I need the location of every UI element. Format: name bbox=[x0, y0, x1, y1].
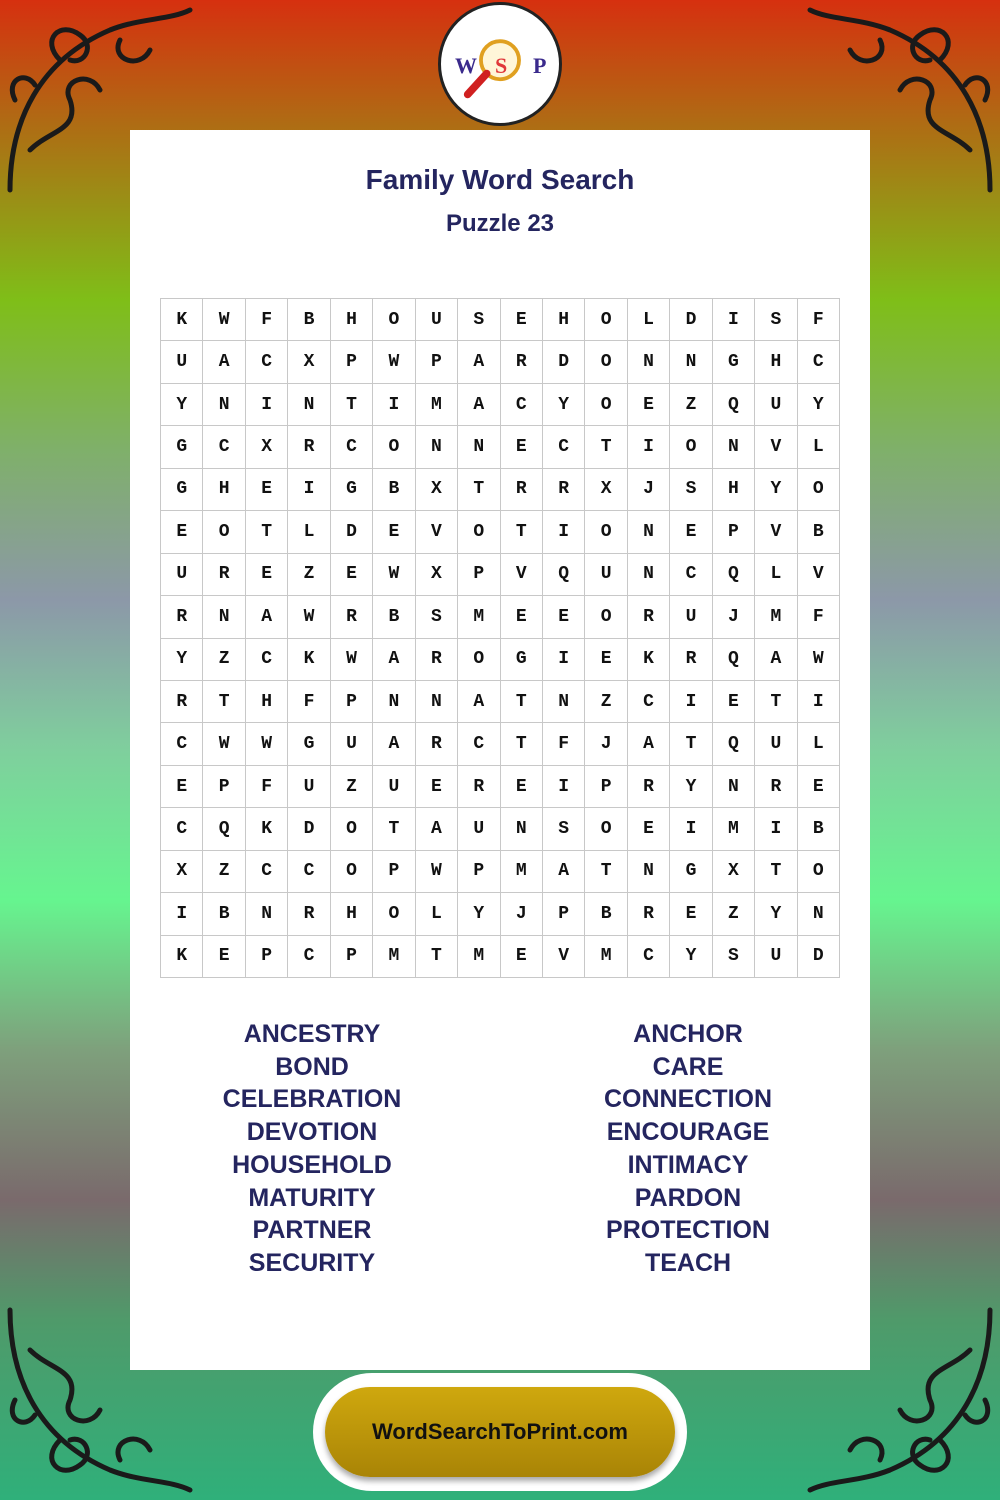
grid-cell[interactable]: P bbox=[458, 554, 500, 596]
grid-cell[interactable]: W bbox=[331, 639, 373, 681]
grid-cell[interactable]: N bbox=[713, 766, 755, 808]
grid-cell[interactable]: U bbox=[416, 299, 458, 341]
grid-cell[interactable]: W bbox=[798, 639, 840, 681]
grid-cell[interactable]: T bbox=[246, 511, 288, 553]
grid-cell[interactable]: M bbox=[373, 936, 415, 978]
grid-cell[interactable]: N bbox=[798, 893, 840, 935]
letter-grid bbox=[160, 298, 840, 978]
grid-cell[interactable]: R bbox=[458, 766, 500, 808]
grid-cell[interactable]: E bbox=[416, 766, 458, 808]
grid-cell[interactable]: B bbox=[798, 511, 840, 553]
grid-cell[interactable]: Q bbox=[713, 554, 755, 596]
grid-cell[interactable]: C bbox=[161, 723, 203, 765]
grid-cell[interactable]: E bbox=[501, 426, 543, 468]
grid-cell[interactable]: D bbox=[670, 299, 712, 341]
grid-cell[interactable]: I bbox=[713, 299, 755, 341]
grid-cell[interactable]: E bbox=[501, 766, 543, 808]
grid-cell[interactable]: O bbox=[458, 639, 500, 681]
grid-cell[interactable]: N bbox=[246, 893, 288, 935]
grid-cell[interactable]: V bbox=[755, 511, 797, 553]
grid-cell[interactable]: K bbox=[628, 639, 670, 681]
grid-cell[interactable]: K bbox=[288, 639, 330, 681]
grid-cell[interactable]: I bbox=[161, 893, 203, 935]
grid-cell[interactable]: T bbox=[458, 469, 500, 511]
grid-cell[interactable]: W bbox=[246, 723, 288, 765]
grid-cell[interactable]: T bbox=[373, 808, 415, 850]
grid-cell[interactable]: N bbox=[416, 426, 458, 468]
grid-cell[interactable]: N bbox=[203, 384, 245, 426]
grid-cell[interactable]: N bbox=[373, 681, 415, 723]
grid-cell[interactable]: E bbox=[585, 639, 627, 681]
grid-cell[interactable]: Z bbox=[670, 384, 712, 426]
grid-cell[interactable]: O bbox=[798, 851, 840, 893]
word-list-item: ANCESTRY bbox=[243, 1020, 381, 1048]
grid-cell[interactable]: S bbox=[416, 596, 458, 638]
grid-cell[interactable]: O bbox=[331, 851, 373, 893]
grid-cell[interactable]: B bbox=[798, 808, 840, 850]
grid-cell[interactable]: S bbox=[755, 299, 797, 341]
grid-cell[interactable]: S bbox=[670, 469, 712, 511]
word-list-left bbox=[162, 1018, 462, 1280]
word-list-item: INTIMACY bbox=[627, 1150, 749, 1179]
grid-cell[interactable]: Q bbox=[713, 639, 755, 681]
grid-cell[interactable]: Z bbox=[331, 766, 373, 808]
grid-cell[interactable]: R bbox=[755, 766, 797, 808]
grid-cell[interactable]: E bbox=[246, 554, 288, 596]
grid-cell[interactable]: M bbox=[458, 936, 500, 978]
grid-cell[interactable]: O bbox=[798, 469, 840, 511]
word-list-item: PARTNER bbox=[252, 1216, 372, 1245]
grid-cell[interactable]: B bbox=[203, 893, 245, 935]
grid-cell[interactable]: C bbox=[543, 426, 585, 468]
grid-cell[interactable]: N bbox=[543, 681, 585, 723]
grid-cell[interactable]: A bbox=[628, 723, 670, 765]
grid-cell[interactable]: O bbox=[585, 596, 627, 638]
grid-cell[interactable]: P bbox=[203, 766, 245, 808]
grid-cell[interactable]: E bbox=[628, 384, 670, 426]
grid-cell[interactable]: O bbox=[585, 511, 627, 553]
grid-cell[interactable]: H bbox=[246, 681, 288, 723]
grid-cell[interactable]: H bbox=[331, 299, 373, 341]
word-list-item: CELEBRATION bbox=[222, 1085, 402, 1114]
grid-cell[interactable]: N bbox=[458, 426, 500, 468]
grid-cell[interactable]: P bbox=[458, 851, 500, 893]
grid-cell[interactable]: G bbox=[713, 341, 755, 383]
grid-cell[interactable]: L bbox=[288, 511, 330, 553]
grid-cell[interactable]: M bbox=[713, 808, 755, 850]
grid-cell[interactable]: W bbox=[288, 596, 330, 638]
grid-cell[interactable]: R bbox=[331, 596, 373, 638]
grid-cell[interactable]: O bbox=[585, 384, 627, 426]
grid-cell[interactable]: R bbox=[670, 639, 712, 681]
website-link-button[interactable]: WordSearchToPrint.com bbox=[325, 1387, 675, 1477]
grid-cell[interactable]: E bbox=[628, 808, 670, 850]
grid-cell[interactable]: I bbox=[543, 639, 585, 681]
grid-cell[interactable]: E bbox=[203, 936, 245, 978]
grid-cell[interactable]: E bbox=[373, 511, 415, 553]
grid-cell[interactable]: J bbox=[501, 893, 543, 935]
grid-cell[interactable]: I bbox=[670, 681, 712, 723]
grid-cell[interactable]: M bbox=[501, 851, 543, 893]
grid-cell[interactable]: A bbox=[373, 723, 415, 765]
grid-cell[interactable]: T bbox=[203, 681, 245, 723]
grid-cell[interactable]: N bbox=[628, 511, 670, 553]
grid-cell[interactable]: C bbox=[628, 936, 670, 978]
grid-cell[interactable]: U bbox=[670, 596, 712, 638]
grid-cell[interactable]: C bbox=[670, 554, 712, 596]
grid-cell[interactable]: O bbox=[458, 511, 500, 553]
grid-cell[interactable]: N bbox=[628, 341, 670, 383]
grid-cell[interactable]: J bbox=[628, 469, 670, 511]
grid-cell[interactable]: E bbox=[670, 511, 712, 553]
grid-cell[interactable]: A bbox=[246, 596, 288, 638]
logo-letter-s: S bbox=[495, 53, 508, 78]
grid-cell[interactable]: I bbox=[288, 469, 330, 511]
grid-cell[interactable]: M bbox=[416, 384, 458, 426]
grid-cell[interactable]: X bbox=[161, 851, 203, 893]
grid-cell[interactable]: A bbox=[203, 341, 245, 383]
grid-cell[interactable]: Q bbox=[713, 384, 755, 426]
grid-cell[interactable]: P bbox=[373, 851, 415, 893]
grid-cell[interactable]: Z bbox=[288, 554, 330, 596]
grid-cell[interactable]: I bbox=[670, 808, 712, 850]
grid-cell[interactable]: G bbox=[288, 723, 330, 765]
grid-cell[interactable]: D bbox=[543, 341, 585, 383]
grid-cell[interactable]: R bbox=[628, 893, 670, 935]
grid-cell[interactable]: G bbox=[501, 639, 543, 681]
word-list-item: ANCHOR bbox=[633, 1020, 743, 1048]
grid-cell[interactable]: Y bbox=[755, 469, 797, 511]
grid-cell[interactable]: I bbox=[798, 681, 840, 723]
grid-cell[interactable]: L bbox=[628, 299, 670, 341]
grid-cell[interactable]: N bbox=[501, 808, 543, 850]
grid-cell[interactable]: R bbox=[161, 596, 203, 638]
grid-cell[interactable]: R bbox=[628, 766, 670, 808]
word-list-item: CARE bbox=[652, 1052, 724, 1081]
grid-cell[interactable]: V bbox=[501, 554, 543, 596]
grid-cell[interactable]: U bbox=[585, 554, 627, 596]
logo-letter-p: P bbox=[533, 53, 547, 78]
grid-cell[interactable]: B bbox=[288, 299, 330, 341]
grid-cell[interactable]: E bbox=[331, 554, 373, 596]
grid-cell[interactable]: C bbox=[331, 426, 373, 468]
grid-cell[interactable]: E bbox=[543, 596, 585, 638]
grid-cell[interactable]: X bbox=[585, 469, 627, 511]
grid-cell[interactable]: P bbox=[331, 341, 373, 383]
grid-cell[interactable]: E bbox=[161, 511, 203, 553]
grid-cell[interactable]: U bbox=[331, 723, 373, 765]
grid-cell[interactable]: B bbox=[585, 893, 627, 935]
grid-cell[interactable]: G bbox=[161, 469, 203, 511]
grid-cell[interactable]: N bbox=[288, 384, 330, 426]
grid-cell[interactable]: N bbox=[203, 596, 245, 638]
grid-cell[interactable]: O bbox=[585, 299, 627, 341]
grid-cell[interactable]: O bbox=[585, 341, 627, 383]
grid-cell[interactable]: E bbox=[670, 893, 712, 935]
grid-cell[interactable]: H bbox=[331, 893, 373, 935]
grid-cell[interactable]: H bbox=[543, 299, 585, 341]
grid-cell[interactable]: N bbox=[670, 341, 712, 383]
grid-cell[interactable]: W bbox=[203, 299, 245, 341]
page-title: Family Word Search bbox=[365, 164, 635, 195]
grid-cell[interactable]: Z bbox=[713, 893, 755, 935]
grid-cell[interactable]: M bbox=[755, 596, 797, 638]
grid-cell[interactable]: Y bbox=[670, 766, 712, 808]
grid-cell[interactable]: A bbox=[543, 851, 585, 893]
grid-cell[interactable]: Z bbox=[585, 681, 627, 723]
grid-cell[interactable]: L bbox=[755, 554, 797, 596]
grid-cell[interactable]: O bbox=[585, 808, 627, 850]
word-list-item: PROTECTION bbox=[606, 1216, 770, 1245]
grid-cell[interactable]: U bbox=[458, 808, 500, 850]
grid-cell[interactable]: O bbox=[331, 808, 373, 850]
grid-cell[interactable]: V bbox=[798, 554, 840, 596]
grid-cell[interactable]: U bbox=[755, 723, 797, 765]
grid-cell[interactable]: M bbox=[458, 596, 500, 638]
grid-cell[interactable]: W bbox=[203, 723, 245, 765]
grid-cell[interactable]: R bbox=[501, 341, 543, 383]
grid-cell[interactable]: I bbox=[373, 384, 415, 426]
grid-cell[interactable]: G bbox=[331, 469, 373, 511]
grid-cell[interactable]: D bbox=[331, 511, 373, 553]
footer-badge bbox=[313, 1373, 687, 1491]
grid-cell[interactable]: P bbox=[543, 893, 585, 935]
grid-cell[interactable]: E bbox=[501, 299, 543, 341]
grid-cell[interactable]: Y bbox=[161, 639, 203, 681]
grid-cell[interactable]: O bbox=[373, 893, 415, 935]
grid-cell[interactable]: H bbox=[203, 469, 245, 511]
grid-cell[interactable]: G bbox=[161, 426, 203, 468]
grid-cell[interactable]: S bbox=[713, 936, 755, 978]
grid-cell[interactable]: O bbox=[373, 299, 415, 341]
grid-cell[interactable]: I bbox=[628, 426, 670, 468]
grid-cell[interactable]: T bbox=[501, 681, 543, 723]
grid-cell[interactable]: W bbox=[373, 341, 415, 383]
grid-cell[interactable]: E bbox=[713, 681, 755, 723]
grid-cell[interactable]: P bbox=[585, 766, 627, 808]
grid-cell[interactable]: C bbox=[246, 639, 288, 681]
grid-cell[interactable]: Y bbox=[798, 384, 840, 426]
grid-cell[interactable]: F bbox=[543, 723, 585, 765]
grid-cell[interactable]: T bbox=[585, 426, 627, 468]
grid-cell[interactable]: X bbox=[416, 554, 458, 596]
grid-cell[interactable]: R bbox=[416, 723, 458, 765]
grid-cell[interactable]: U bbox=[755, 936, 797, 978]
grid-cell[interactable]: Y bbox=[543, 384, 585, 426]
grid-cell[interactable]: T bbox=[755, 851, 797, 893]
grid-cell[interactable]: U bbox=[161, 554, 203, 596]
grid-cell[interactable]: S bbox=[543, 808, 585, 850]
grid-cell[interactable]: T bbox=[331, 384, 373, 426]
grid-cell[interactable]: R bbox=[203, 554, 245, 596]
grid-cell[interactable]: D bbox=[288, 808, 330, 850]
word-list-right bbox=[538, 1018, 838, 1280]
grid-cell[interactable]: G bbox=[670, 851, 712, 893]
grid-cell[interactable]: J bbox=[585, 723, 627, 765]
grid-cell[interactable]: Y bbox=[161, 384, 203, 426]
grid-cell[interactable]: X bbox=[246, 426, 288, 468]
grid-cell[interactable]: H bbox=[713, 469, 755, 511]
grid-cell[interactable]: P bbox=[331, 681, 373, 723]
grid-cell[interactable]: N bbox=[713, 426, 755, 468]
grid-cell[interactable]: B bbox=[373, 469, 415, 511]
grid-cell[interactable]: L bbox=[798, 723, 840, 765]
grid-cell[interactable]: A bbox=[458, 681, 500, 723]
grid-cell[interactable]: C bbox=[246, 851, 288, 893]
word-list-item: HOUSEHOLD bbox=[232, 1150, 392, 1179]
grid-cell[interactable]: A bbox=[373, 639, 415, 681]
grid-cell[interactable]: I bbox=[543, 766, 585, 808]
grid-cell[interactable]: W bbox=[373, 554, 415, 596]
grid-cell[interactable]: T bbox=[501, 723, 543, 765]
grid-cell[interactable]: C bbox=[288, 936, 330, 978]
grid-cell[interactable]: L bbox=[798, 426, 840, 468]
grid-cell[interactable]: P bbox=[331, 936, 373, 978]
grid-cell[interactable]: O bbox=[373, 426, 415, 468]
word-list-item: ENCOURAGE bbox=[606, 1118, 770, 1147]
logo-letter-w: W bbox=[455, 53, 477, 78]
grid-cell[interactable]: I bbox=[755, 808, 797, 850]
grid-cell[interactable]: T bbox=[501, 511, 543, 553]
grid-cell[interactable]: E bbox=[161, 766, 203, 808]
grid-cell[interactable]: U bbox=[755, 384, 797, 426]
grid-cell[interactable]: Y bbox=[458, 893, 500, 935]
grid-cell[interactable]: P bbox=[416, 341, 458, 383]
grid-cell[interactable]: D bbox=[798, 936, 840, 978]
grid-cell[interactable]: H bbox=[755, 341, 797, 383]
grid-cell[interactable]: I bbox=[543, 511, 585, 553]
grid-cell[interactable]: Q bbox=[713, 723, 755, 765]
word-list-item: CONNECTION bbox=[603, 1085, 773, 1114]
grid-cell[interactable]: R bbox=[501, 469, 543, 511]
word-list-item: MATURITY bbox=[248, 1183, 376, 1212]
grid-cell[interactable]: M bbox=[585, 936, 627, 978]
grid-cell[interactable]: R bbox=[543, 469, 585, 511]
grid-cell[interactable]: A bbox=[416, 808, 458, 850]
grid-cell[interactable]: C bbox=[288, 851, 330, 893]
word-list-item: PARDON bbox=[634, 1183, 742, 1212]
grid-cell[interactable]: F bbox=[246, 299, 288, 341]
grid-cell[interactable]: A bbox=[458, 384, 500, 426]
grid-cell[interactable]: Z bbox=[203, 639, 245, 681]
grid-cell[interactable]: K bbox=[161, 936, 203, 978]
grid-cell[interactable]: O bbox=[670, 426, 712, 468]
grid-cell[interactable]: Z bbox=[203, 851, 245, 893]
grid-cell[interactable]: Y bbox=[755, 893, 797, 935]
grid-cell[interactable]: T bbox=[670, 723, 712, 765]
grid-cell[interactable]: F bbox=[798, 299, 840, 341]
grid-cell[interactable]: T bbox=[585, 851, 627, 893]
grid-cell[interactable]: U bbox=[373, 766, 415, 808]
grid-cell[interactable]: E bbox=[246, 469, 288, 511]
grid-cell[interactable]: T bbox=[416, 936, 458, 978]
grid-cell[interactable]: R bbox=[161, 681, 203, 723]
grid-cell[interactable]: K bbox=[246, 808, 288, 850]
grid-cell[interactable]: C bbox=[203, 426, 245, 468]
word-list-item: BOND bbox=[275, 1052, 349, 1081]
grid-cell[interactable]: I bbox=[246, 384, 288, 426]
grid-cell[interactable]: F bbox=[798, 596, 840, 638]
grid-cell[interactable]: X bbox=[713, 851, 755, 893]
grid-cell[interactable]: J bbox=[713, 596, 755, 638]
grid-cell[interactable]: A bbox=[755, 639, 797, 681]
grid-cell[interactable]: N bbox=[628, 554, 670, 596]
grid-cell[interactable]: X bbox=[288, 341, 330, 383]
grid-cell[interactable]: E bbox=[798, 766, 840, 808]
grid-cell[interactable]: W bbox=[416, 851, 458, 893]
grid-cell[interactable]: F bbox=[288, 681, 330, 723]
grid-cell[interactable]: P bbox=[713, 511, 755, 553]
grid-cell[interactable]: F bbox=[246, 766, 288, 808]
word-list-item: TEACH bbox=[644, 1248, 732, 1277]
grid-cell[interactable]: C bbox=[161, 808, 203, 850]
grid-cell[interactable]: C bbox=[798, 341, 840, 383]
puzzle-number: Puzzle 23 bbox=[445, 210, 555, 237]
grid-cell[interactable]: V bbox=[543, 936, 585, 978]
grid-cell[interactable]: V bbox=[416, 511, 458, 553]
grid-cell[interactable]: N bbox=[628, 851, 670, 893]
grid-cell[interactable]: C bbox=[501, 384, 543, 426]
word-list-item: DEVOTION bbox=[246, 1118, 378, 1147]
grid-cell[interactable]: U bbox=[161, 341, 203, 383]
grid-cell[interactable]: X bbox=[416, 469, 458, 511]
grid-cell[interactable]: S bbox=[458, 299, 500, 341]
grid-cell[interactable]: N bbox=[416, 681, 458, 723]
grid-cell[interactable]: C bbox=[458, 723, 500, 765]
grid-cell[interactable]: E bbox=[501, 936, 543, 978]
grid-cell[interactable]: Q bbox=[203, 808, 245, 850]
wsp-logo[interactable] bbox=[438, 2, 562, 126]
grid-cell[interactable]: E bbox=[501, 596, 543, 638]
grid-cell[interactable]: Y bbox=[670, 936, 712, 978]
grid-cell[interactable]: C bbox=[246, 341, 288, 383]
grid-cell[interactable]: O bbox=[203, 511, 245, 553]
grid-cell[interactable]: R bbox=[288, 893, 330, 935]
grid-cell[interactable]: P bbox=[246, 936, 288, 978]
grid-cell[interactable]: R bbox=[628, 596, 670, 638]
grid-cell[interactable]: V bbox=[755, 426, 797, 468]
grid-cell[interactable]: Q bbox=[543, 554, 585, 596]
grid-cell[interactable]: T bbox=[755, 681, 797, 723]
grid-cell[interactable]: R bbox=[416, 639, 458, 681]
grid-cell[interactable]: K bbox=[161, 299, 203, 341]
grid-cell[interactable]: B bbox=[373, 596, 415, 638]
grid-cell[interactable]: L bbox=[416, 893, 458, 935]
grid-cell[interactable]: C bbox=[628, 681, 670, 723]
grid-cell[interactable]: A bbox=[458, 341, 500, 383]
grid-cell[interactable]: R bbox=[288, 426, 330, 468]
grid-cell[interactable]: U bbox=[288, 766, 330, 808]
word-list-item: SECURITY bbox=[248, 1248, 376, 1277]
